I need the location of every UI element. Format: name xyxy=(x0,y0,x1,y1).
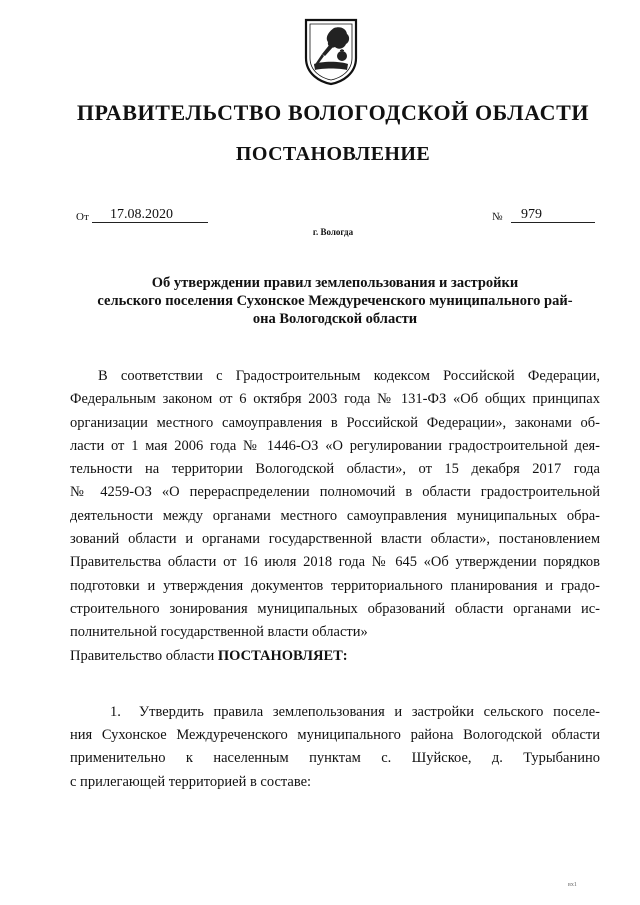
number-label: № xyxy=(492,211,503,223)
subject-line: она Вологодской области xyxy=(252,311,418,327)
preamble-line: зований области и органами государственной власти области», постановлением xyxy=(70,531,600,548)
resolve-statement xyxy=(70,645,600,668)
resolve-prefix: Правительство области xyxy=(70,647,215,664)
date-label: От xyxy=(76,211,89,223)
document-body xyxy=(70,365,600,794)
item-line: применительно к населенным пунктам с. Шуйское, д. Турыбанино xyxy=(70,750,600,767)
preamble-line: ласти от 1 мая 2006 года № 1446-ОЗ «О регулировании градостроительной дея- xyxy=(70,437,600,454)
document-type-title: ПОСТАНОВЛЕНИЕ xyxy=(235,143,431,165)
preamble-line: подготовки и утверждения документов территориального планирования и градо- xyxy=(70,577,600,594)
document-date: 17.08.2020 xyxy=(92,207,208,223)
preamble-line: Федеральным законом от 6 октября 2003 года № 131-ФЗ «Об общих принципах xyxy=(70,391,600,408)
preamble-line: деятельности между органами местного самоуправления муниципальных обра- xyxy=(70,507,600,524)
item-text: Утвердить правила землепользования и застройки сельского поселе- xyxy=(138,703,600,720)
preamble-line: В соответствии с Градостроительным кодексом Российской Федерации, xyxy=(98,368,600,384)
government-title: ПРАВИТЕЛЬСТВО ВОЛОГОДСКОЙ ОБЛАСТИ xyxy=(76,100,590,125)
document-number: 979 xyxy=(511,207,595,223)
vologda-coat-of-arms-emblem xyxy=(300,16,362,86)
city-label: г. Вологда xyxy=(312,227,354,237)
preamble-line: тельности на территории Вологодской области», от 15 декабря 2017 года xyxy=(70,461,600,478)
item-line: с прилегающей территорией в составе: xyxy=(70,773,312,790)
item-number: 1. xyxy=(110,703,121,720)
preamble-line: организации местного самоуправления в Российской Федерации», законами об- xyxy=(70,414,600,431)
resolve-keyword: ПОСТАНОВЛЯЕТ: xyxy=(217,647,348,664)
subject-line: Об утверждении правил землепользования и застройки xyxy=(151,275,519,291)
item-line xyxy=(70,701,600,724)
footer-mark: вх1 xyxy=(568,882,577,888)
item-line: ния Сухонское Междуреченского муниципального района Вологодской области xyxy=(70,727,600,744)
preamble-line: строительного зонирования муниципальных образований области органами ис- xyxy=(70,600,600,617)
preamble-line: полнительной государственной власти области» xyxy=(70,624,368,641)
document-subject xyxy=(70,274,600,328)
preamble-line: Правительства области от 16 июля 2018 года № 645 «Об утверждении порядков xyxy=(70,554,600,571)
subject-line: сельского поселения Сухонское Междуреченского муниципального рай- xyxy=(97,293,573,309)
preamble-line: № 4259-ОЗ «О перераспределении полномочий в области градостроительной xyxy=(70,484,600,501)
